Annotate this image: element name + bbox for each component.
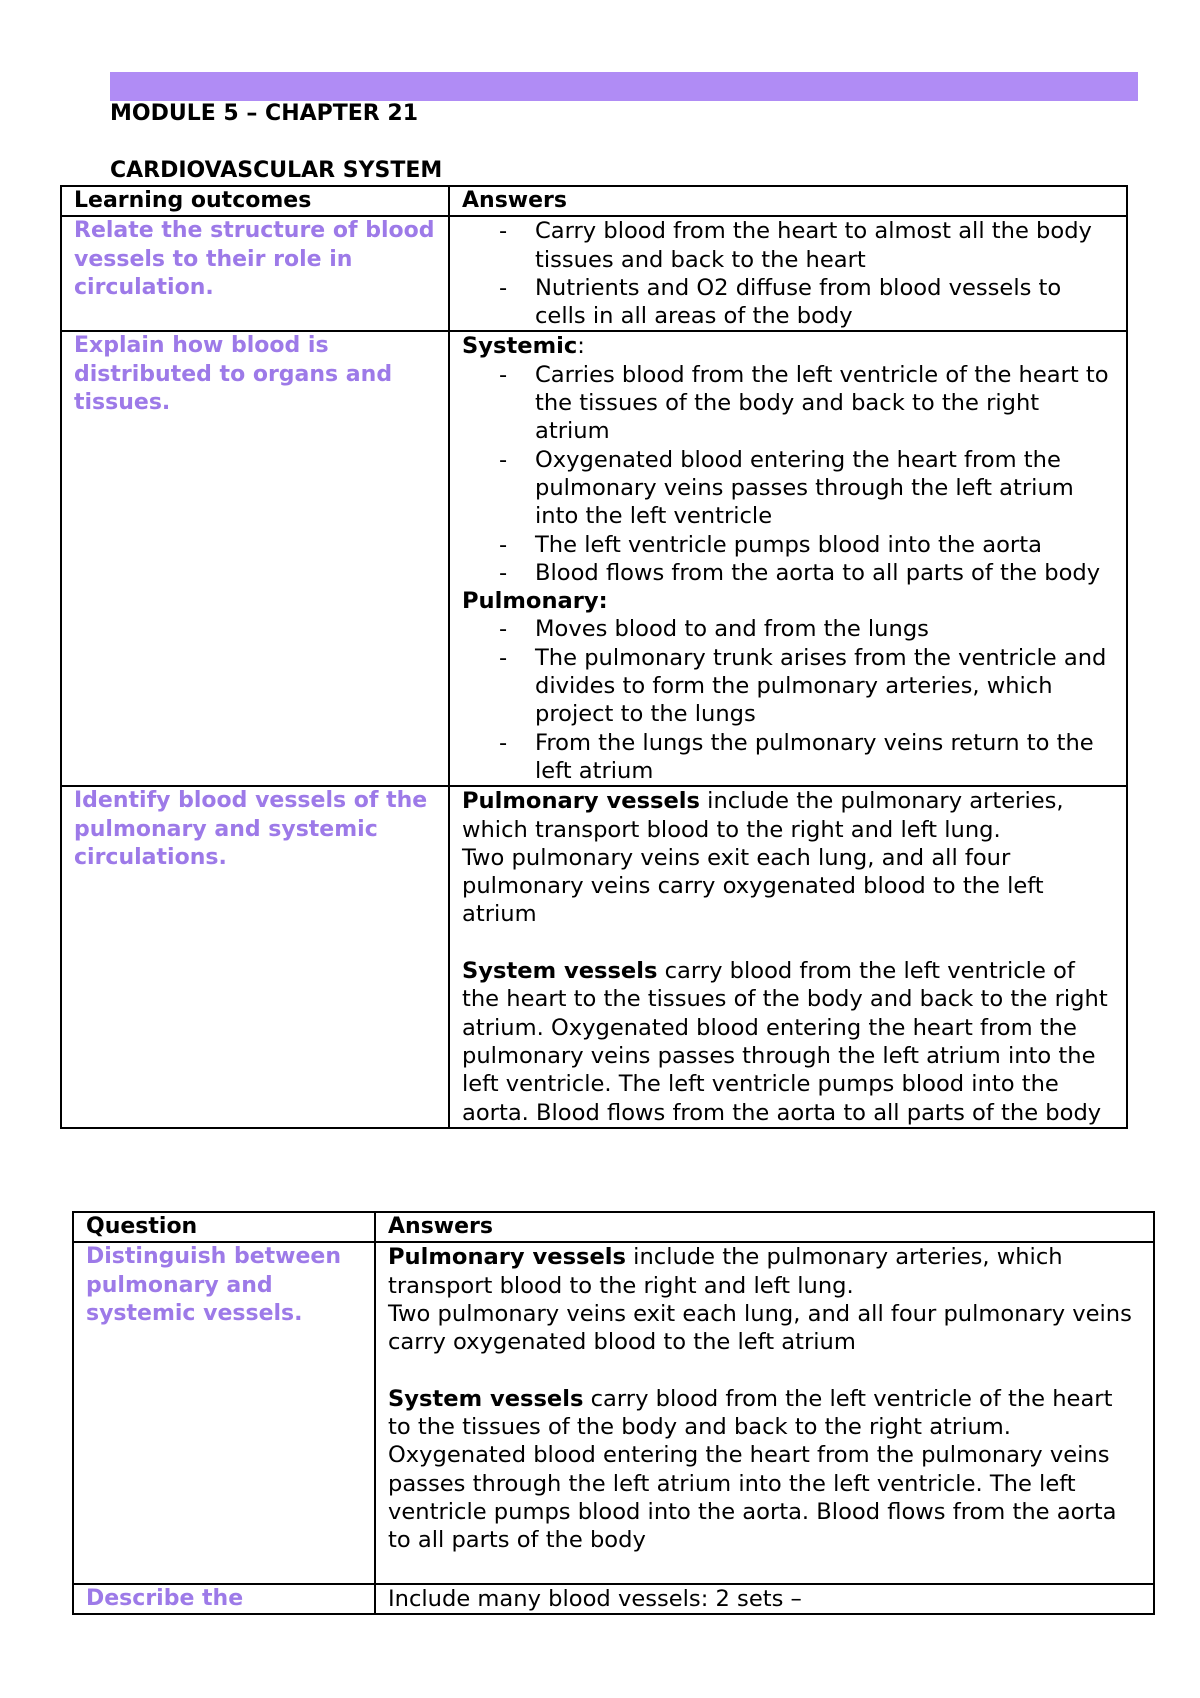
column-header-answers: Answers: [449, 186, 1127, 216]
systemic-bullet-list: [462, 361, 1114, 587]
table-header-row: [61, 186, 1127, 216]
system-vessels-paragraph: [388, 1385, 1141, 1555]
table-row: [73, 1584, 1154, 1614]
answer-cell: [449, 331, 1127, 786]
module-heading: MODULE 5 – CHAPTER 21: [110, 101, 419, 126]
question-cell: Distinguish between pulmonary and systemic vessels.: [73, 1242, 375, 1584]
blank-line: [388, 1356, 1141, 1384]
list-item: - The pulmonary trunk arises from the ventricle and divides to form the pulmonary arteries, which project to the lungs: [462, 644, 1114, 729]
list-item: - Nutrients and O2 diffuse from blood vessels to cells in all areas of the body: [462, 274, 1114, 331]
table-row: [73, 1242, 1154, 1584]
pulmonary-vessels-text: include the pulmonary arteries, which transport blood to the right and left lung.: [462, 788, 1064, 843]
system-vessels-term: System vessels: [388, 1385, 584, 1412]
learning-outcome-cell: Identify blood vessels of the pulmonary and systemic circulations.: [61, 786, 449, 1128]
pulmonary-vessels-paragraph: [388, 1243, 1141, 1300]
learning-outcomes-table: [60, 185, 1128, 1129]
questions-table: [72, 1211, 1155, 1615]
answer-bullet-list: [462, 217, 1114, 330]
system-vessels-text: carry blood from the left ventricle of the heart to the tissues of the body and back to the right atrium. Oxygenated blood entering the heart from the pulmonary veins passes through the left atrium into the left ventricle. The left ventricle pumps blood into the aorta. Blood flows from the aorta to all parts of the body: [388, 1385, 1117, 1554]
list-item: - Carry blood from the heart to almost all the body tissues and back to the heart: [462, 217, 1114, 274]
learning-outcome-cell: Relate the structure of blood vessels to their role in circulation.: [61, 216, 449, 331]
answer-cell: [449, 216, 1127, 331]
system-vessels-term: System vessels: [462, 958, 658, 985]
list-item: - Oxygenated blood entering the heart from the pulmonary veins passes through the left atrium into the left ventricle: [462, 446, 1114, 531]
question-cell: Describe the: [73, 1584, 375, 1614]
table-row: [61, 331, 1127, 786]
blank-line: [462, 929, 1114, 957]
pulmonary-veins-paragraph: Two pulmonary veins exit each lung, and all four pulmonary veins carry oxygenated blood to the left atrium: [462, 844, 1044, 928]
column-header-learning-outcomes: Learning outcomes: [61, 186, 449, 216]
column-header-answers: Answers: [375, 1212, 1154, 1242]
table-row: [61, 216, 1127, 331]
systemic-colon: :: [577, 333, 585, 360]
answer-cell: [375, 1242, 1154, 1584]
pulmonary-bullet-list: [462, 615, 1114, 785]
list-item: - Moves blood to and from the lungs: [462, 615, 1114, 643]
pulmonary-vessels-term: Pulmonary vessels: [388, 1244, 626, 1271]
pulmonary-vessels-text: include the pulmonary arteries, which transport blood to the right and left lung.: [388, 1244, 1063, 1299]
answer-cell: Include many blood vessels: 2 sets –: [375, 1584, 1154, 1614]
table-header-row: [73, 1212, 1154, 1242]
systemic-heading: [462, 332, 1114, 360]
pulmonary-veins-paragraph: Two pulmonary veins exit each lung, and all four pulmonary veins carry oxygenated blood to the left atrium: [388, 1300, 1132, 1356]
blank-line: [388, 1555, 1141, 1583]
table-row: [61, 786, 1127, 1128]
pulmonary-vessels-term: Pulmonary vessels: [462, 788, 700, 815]
pulmonary-vessels-paragraph: [462, 787, 1114, 844]
pulmonary-label: Pulmonary:: [462, 588, 608, 615]
column-header-question: Question: [73, 1212, 375, 1242]
list-item: - The left ventricle pumps blood into the aorta: [462, 531, 1114, 559]
list-item: - Blood flows from the aorta to all parts of the body: [462, 559, 1114, 587]
list-item: - Carries blood from the left ventricle of the heart to the tissues of the body and back to the right atrium: [462, 361, 1114, 446]
system-vessels-paragraph: [462, 957, 1114, 1127]
learning-outcome-cell: Explain how blood is distributed to organs and tissues.: [61, 331, 449, 786]
system-vessels-text: carry blood from the left ventricle of the heart to the tissues of the body and back to the right atrium. Oxygenated blood entering the heart from the pulmonary veins passes through the left atrium into the left ventricle. The left ventricle pumps blood into the aorta. Blood flows from the aorta to all parts of the body: [462, 958, 1108, 1126]
answer-cell: [449, 786, 1127, 1128]
header-color-band: [110, 72, 1138, 101]
page-title: CARDIOVASCULAR SYSTEM: [110, 158, 443, 183]
list-item: - From the lungs the pulmonary veins return to the left atrium: [462, 729, 1114, 786]
systemic-label: Systemic: [462, 333, 578, 360]
